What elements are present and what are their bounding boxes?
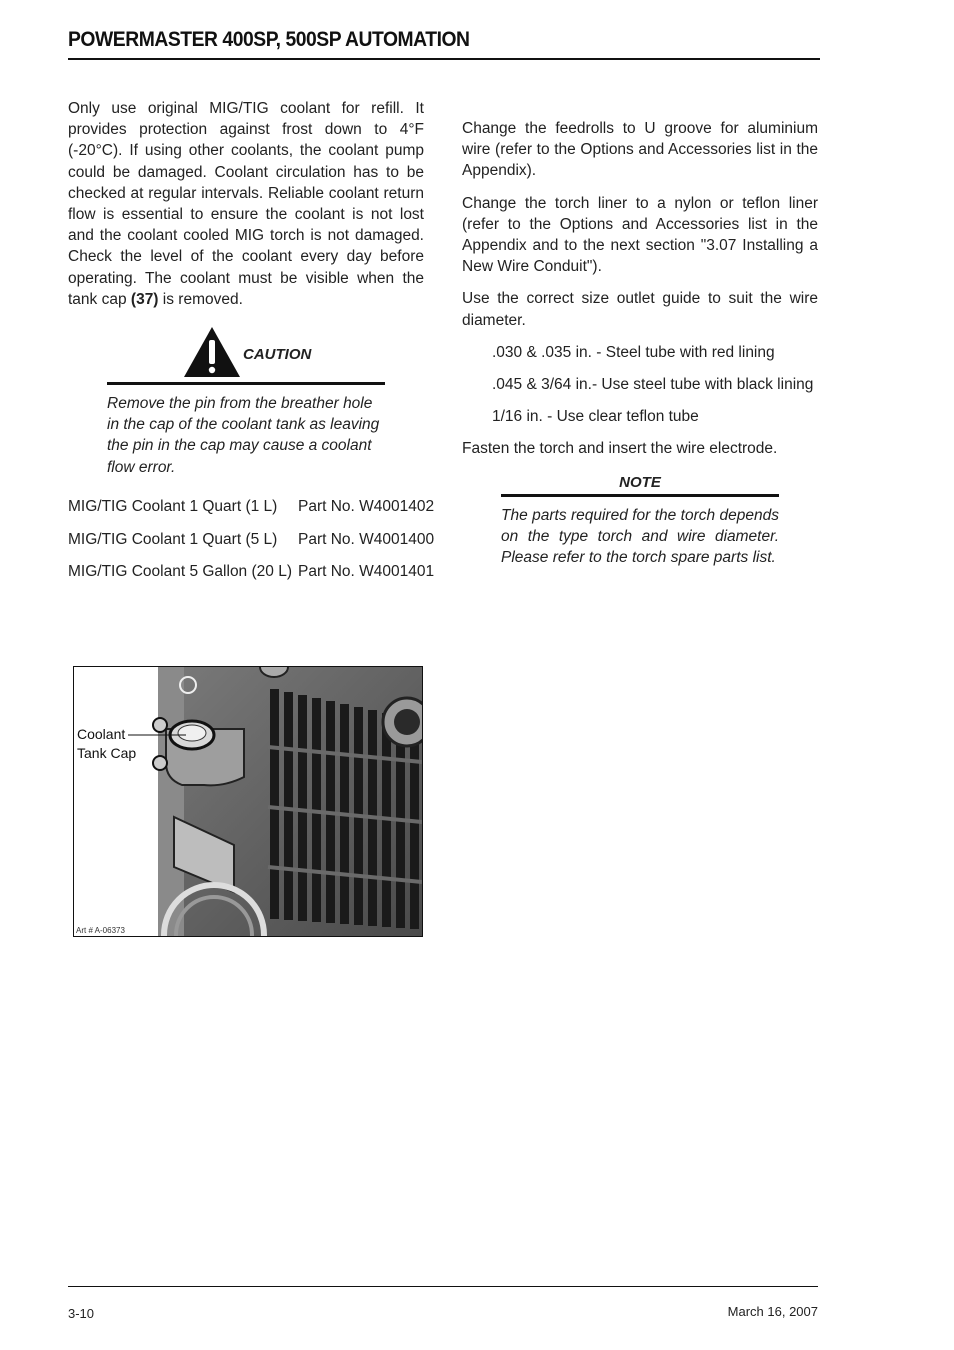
- note-box: [501, 474, 779, 569]
- coolant-tank-figure: [73, 666, 423, 937]
- left-intro-paragraph: [68, 98, 424, 310]
- part-number: Part No. W4001401: [298, 563, 435, 580]
- footer-date: March 16, 2007: [727, 1304, 818, 1319]
- note-text: The parts required for the torch depends on the type torch and wire diameter. Please refer to the torch spare parts list.: [501, 507, 779, 567]
- intro-text-b: is removed.: [158, 290, 243, 308]
- liner-paragraph: Change the torch liner to a nylon or teflon liner (refer to the Options and Accessories list in the Appendix and to the next section "3.07 Installing a New Wire Conduit").: [462, 194, 818, 276]
- caution-rule: [107, 382, 385, 385]
- intro-bold-ref: (37): [130, 290, 159, 308]
- list-item: 1/16 in. - Use clear teflon tube: [492, 408, 699, 426]
- fasten-paragraph: Fasten the torch and insert the wire electrode.: [462, 440, 778, 458]
- part-number: Part No. W4001400: [298, 531, 435, 548]
- part-number: Part No. W4001402: [298, 498, 435, 515]
- part-name: MIG/TIG Coolant 1 Quart (5 L): [68, 531, 278, 548]
- caution-box: [107, 326, 385, 478]
- page-header-title: POWERMASTER 400SP, 500SP AUTOMATION: [68, 28, 470, 51]
- caution-label: CAUTION: [243, 346, 312, 363]
- part-name: MIG/TIG Coolant 1 Quart (1 L): [68, 498, 278, 515]
- right-column: [462, 118, 818, 460]
- intro-text-a: Only use original MIG/TIG coolant for refill. It provides protection against frost down to 4°F (-20°C). If using other coolants, the coolant pump could be damaged. Coolant circulation has to be checked at regular intervals. Reliable coolant return flow is essential to ensure the coolant is not lost and the coolant cooled MIG torch is not damaged. Check the level of the coolant every day before operating. The coolant must be visible when the tank cap: [68, 100, 424, 308]
- note-rule: [501, 494, 779, 497]
- caution-text: Remove the pin from the breather hole in the cap of the coolant tank as leaving the pin in the cap may cause a coolant flow error.: [107, 395, 380, 476]
- list-item: .045 & 3/64 in.- Use steel tube with black lining: [492, 376, 814, 394]
- coolant-tank-illustration: [74, 667, 422, 936]
- list-item: .030 & .035 in. - Steel tube with red lining: [492, 343, 775, 361]
- note-label: NOTE: [619, 474, 661, 491]
- coolant-tank-cap-callout: [77, 725, 136, 763]
- part-row: [68, 563, 448, 581]
- outlet-guide-paragraph: Use the correct size outlet guide to suit the wire diameter.: [462, 290, 818, 329]
- art-number: Art # A-06373: [76, 926, 125, 935]
- callout-line: Tank Cap: [77, 745, 137, 761]
- footer-rule: [68, 1286, 818, 1287]
- caution-header: [107, 326, 385, 378]
- warning-triangle-icon: [183, 326, 241, 378]
- part-name: MIG/TIG Coolant 5 Gallon (20 L): [68, 563, 292, 580]
- page-number: 3-10: [68, 1306, 95, 1321]
- part-row: [68, 498, 448, 516]
- header-rule: [68, 58, 820, 60]
- feedrolls-paragraph: Change the feedrolls to U groove for aluminium wire (refer to the Options and Accessories list in the Appendix).: [462, 120, 818, 180]
- part-row: [68, 531, 448, 549]
- callout-line: Coolant: [77, 726, 126, 742]
